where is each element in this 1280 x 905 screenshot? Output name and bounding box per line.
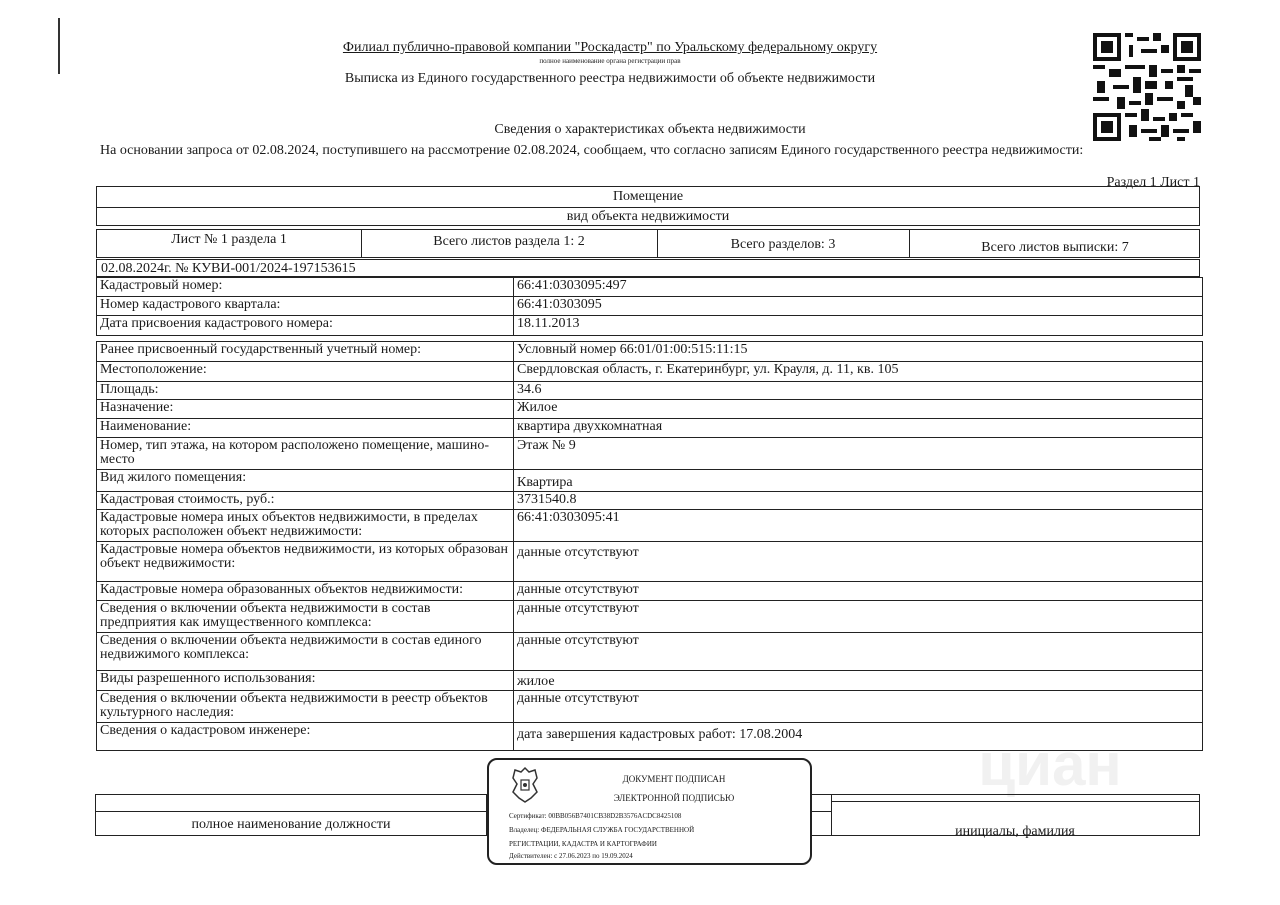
row-value: данные отсутствуют (514, 542, 1203, 582)
row-value: данные отсутствуют (514, 582, 1203, 601)
table-row (97, 510, 1203, 542)
margin-mark (58, 18, 60, 74)
total-sheets-section: Всего листов раздела 1: 2 (433, 234, 585, 249)
sheet-number: Лист № 1 раздела 1 (171, 232, 287, 247)
row-label: Кадастровая стоимость, руб.: (97, 492, 514, 510)
row-label: Виды разрешенного использования: (97, 671, 514, 691)
table-row (97, 419, 1203, 438)
table-row (97, 671, 1203, 691)
row-label: Назначение: (97, 400, 514, 419)
row-label: Кадастровые номера иных объектов недвижимости, в пределах которых расположен объект недвижимости: (97, 510, 514, 542)
table-row (97, 691, 1203, 723)
row-value: 66:41:0303095:41 (514, 510, 1203, 542)
object-type-box (96, 186, 1200, 226)
e-signature-stamp (487, 758, 812, 865)
row-value: 18.11.2013 (514, 316, 1203, 336)
details-table (96, 341, 1203, 751)
row-label: Площадь: (97, 382, 514, 400)
table-row (97, 342, 1203, 362)
total-sheets-extract: Всего листов выписки: 7 (981, 240, 1129, 255)
extract-title: Выписка из Единого государственного реестра недвижимости об объекте недвижимости (344, 71, 876, 86)
row-value: Жилое (514, 400, 1203, 419)
row-label: Номер, тип этажа, на котором расположено помещение, машино-место (97, 438, 514, 470)
row-label: Кадастровые номера образованных объектов недвижимости: (97, 582, 514, 601)
stamp-owner-2: РЕГИСТРАЦИИ, КАДАСТРА И КАРТОГРАФИИ (509, 840, 657, 848)
row-value: Этаж № 9 (514, 438, 1203, 470)
qr-code-icon (1093, 33, 1201, 141)
table-row (97, 492, 1203, 510)
row-value: 3731540.8 (514, 492, 1203, 510)
row-value: Условный номер 66:01/01:00:515:11:15 (514, 342, 1203, 362)
row-label: Кадастровые номера объектов недвижимости, из которых образован объект недвижимости: (97, 542, 514, 582)
agency-name: Филиал публично-правовой компании "Роскадастр" по Уральскому федеральному округу (342, 40, 878, 55)
sheets-row (96, 229, 1200, 258)
table-row (97, 316, 1203, 336)
row-value: 34.6 (514, 382, 1203, 400)
table-row (97, 438, 1203, 470)
row-value: квартира двухкомнатная (514, 419, 1203, 438)
row-value: дата завершения кадастровых работ: 17.08.2004 (514, 723, 1203, 751)
stamp-valid: Действителен: с 27.06.2023 по 19.09.2024 (509, 852, 633, 860)
row-label: Номер кадастрового квартала: (97, 297, 514, 316)
table-row (97, 400, 1203, 419)
cian-watermark (945, 730, 1155, 800)
agency-subtitle: полное наименование органа регистрации прав (539, 57, 681, 65)
row-label: Кадастровый номер: (97, 278, 514, 297)
sheet-label: Раздел 1 Лист 1 (1106, 175, 1200, 190)
row-value: 66:41:0303095 (514, 297, 1203, 316)
object-type: Помещение (612, 189, 684, 204)
name-caption: инициалы, фамилия (955, 824, 1075, 839)
total-sections: Всего разделов: 3 (730, 237, 836, 252)
main-table (96, 277, 1203, 336)
row-value: данные отсутствуют (514, 601, 1203, 633)
table-row (97, 542, 1203, 582)
row-label: Сведения о кадастровом инженере: (97, 723, 514, 751)
row-label: Сведения о включении объекта недвижимости в состав предприятия как имущественного комплекса: (97, 601, 514, 633)
table-row (97, 362, 1203, 382)
table-row (97, 601, 1203, 633)
row-value: данные отсутствуют (514, 633, 1203, 671)
doc-number-row (96, 259, 1200, 277)
table-row (97, 382, 1203, 400)
intro-text: На основании запроса от 02.08.2024, поступившего на рассмотрение 02.08.2024, сообщаем, что согласно записям Единого государственного реестра недвижимости: (100, 143, 1084, 158)
row-value: Свердловская область, г. Екатеринбург, ул. Крауля, д. 11, кв. 105 (514, 362, 1203, 382)
doc-number: 02.08.2024г. № КУВИ-001/2024-197153615 (101, 261, 356, 276)
row-label: Сведения о включении объекта недвижимости в состав единого недвижимого комплекса: (97, 633, 514, 671)
table-row (97, 582, 1203, 601)
table-row (97, 297, 1203, 316)
object-type-caption: вид объекта недвижимости (566, 209, 730, 224)
table-row (97, 470, 1203, 492)
row-label: Ранее присвоенный государственный учетный номер: (97, 342, 514, 362)
position-caption: полное наименование должности (191, 817, 391, 832)
stamp-certificate: Сертификат: 00BB056B7401CB38D2B3576ACDC8425108 (509, 812, 682, 820)
table-row (97, 278, 1203, 297)
row-label: Сведения о включении объекта недвижимости в реестр объектов культурного наследия: (97, 691, 514, 723)
row-value: Квартира (514, 470, 1203, 492)
row-label: Дата присвоения кадастрового номера: (97, 316, 514, 336)
row-value: данные отсутствуют (514, 691, 1203, 723)
row-label: Наименование: (97, 419, 514, 438)
row-value: 66:41:0303095:497 (514, 278, 1203, 297)
stamp-owner-1: Владелец: ФЕДЕРАЛЬНАЯ СЛУЖБА ГОСУДАРСТВЕННОЙ (509, 826, 695, 834)
section-title: Сведения о характеристиках объекта недвижимости (494, 122, 806, 137)
coat-of-arms-icon (507, 764, 543, 804)
stamp-line-1: ДОКУМЕНТ ПОДПИСАН (622, 774, 726, 784)
table-row (97, 633, 1203, 671)
row-value: жилое (514, 671, 1203, 691)
watermark-text: циан (978, 731, 1122, 798)
row-label: Местоположение: (97, 362, 514, 382)
row-label: Вид жилого помещения: (97, 470, 514, 492)
stamp-line-2: ЭЛЕКТРОННОЙ ПОДПИСЬЮ (613, 793, 735, 803)
